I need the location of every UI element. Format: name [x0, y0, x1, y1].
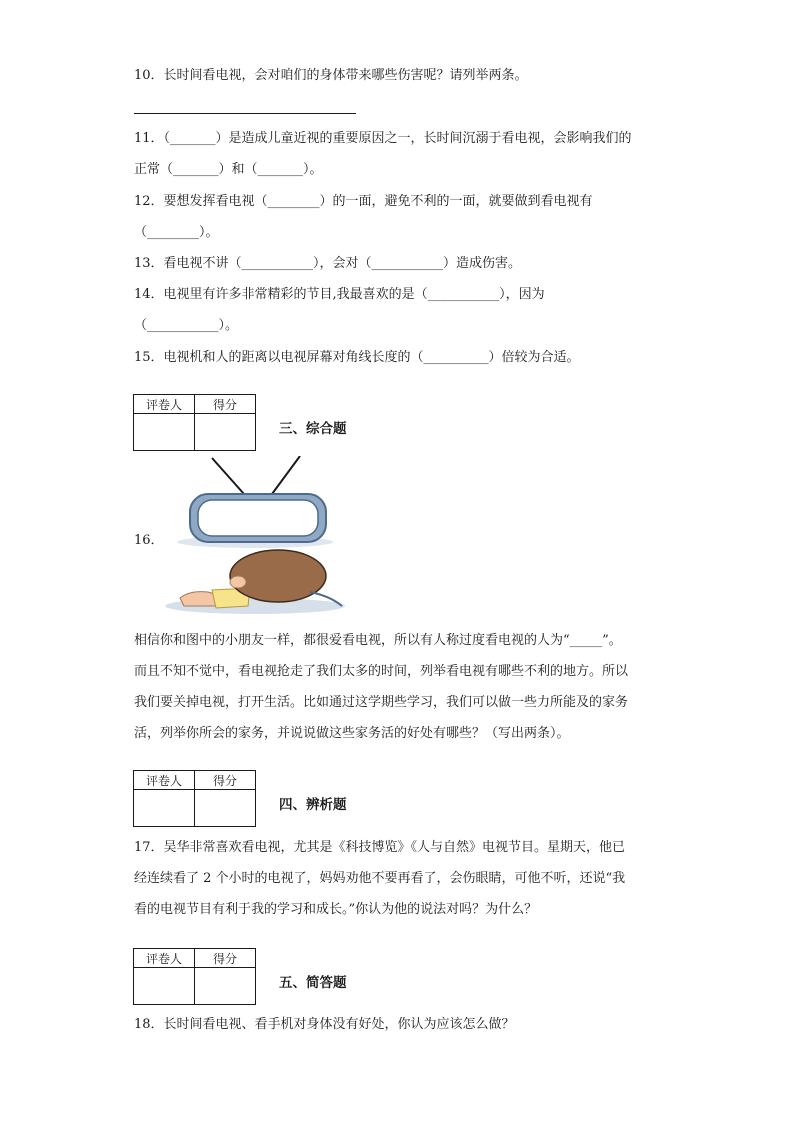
reviewer-label: 评卷人	[134, 395, 195, 414]
score-table-section-3	[133, 394, 256, 451]
section-title-3: 三、综合题	[279, 421, 347, 437]
score-label: 得分	[195, 395, 256, 414]
question-11-line1: 11．（_______）是造成儿童近视的重要原因之一，长时间沉溺于看电视，会影响我们的	[134, 131, 632, 146]
question-16-line2: 而且不知不觉中，看电视抢走了我们太多的时间，列举看电视有哪些不利的地方。所以	[134, 664, 629, 679]
score-table-section-4	[133, 770, 256, 827]
reviewer-cell[interactable]	[134, 968, 195, 1005]
question-16-line4: 活，列举你所会的家务，并说说做这些家务活的好处有哪些？（写出两条）。	[134, 726, 570, 741]
reviewer-cell[interactable]	[134, 414, 195, 451]
question-18: 18．长时间看电视、看手机对身体没有好处，你认为应该怎么做？	[134, 1017, 515, 1032]
question-17-line1: 17．吴华非常喜欢看电视，尤其是《科技博览》《人与自然》电视节目。星期天，他已	[134, 840, 626, 855]
score-label: 得分	[195, 771, 256, 790]
question-11-line2: 正常（_______）和（_______）。	[134, 162, 323, 177]
section-title-4: 四、辨析题	[279, 797, 347, 813]
reviewer-label: 评卷人	[134, 949, 195, 968]
score-label: 得分	[195, 949, 256, 968]
question-14-line2: （___________）。	[134, 318, 239, 333]
question-13: 13．看电视不讲（___________），会对（___________）造成伤害。	[134, 256, 522, 271]
question-12-line1: 12．要想发挥看电视（________）的一面，避免不利的一面，就要做到看电视有	[134, 194, 593, 209]
reviewer-label: 评卷人	[134, 771, 195, 790]
question-10: 10．长时间看电视，会对咱们的身体带来哪些伤害呢？请列举两条。	[134, 68, 528, 83]
question-12-line2: （________）。	[134, 225, 219, 240]
score-cell[interactable]	[195, 414, 256, 451]
question-16-line1: 相信你和图中的小朋友一样，都很爱看电视，所以有人称过度看电视的人为“_____”。	[134, 633, 622, 648]
question-17-line3: 看的电视节目有利于我的学习和成长。”你认为他的说法对吗？为什么？	[134, 902, 538, 917]
question-16-number: 16．	[134, 533, 164, 548]
answer-line[interactable]	[134, 113, 356, 114]
score-cell[interactable]	[195, 790, 256, 827]
question-14-line1: 14．电视里有许多非常精彩的节目,我最喜欢的是（___________），因为	[134, 287, 545, 302]
child-watching-tv-illustration	[160, 456, 360, 618]
reviewer-cell[interactable]	[134, 790, 195, 827]
section-title-5: 五、简答题	[279, 975, 347, 991]
question-17-line2: 经连续看了 2 个小时的电视了，妈妈劝他不要再看了，会伤眼睛，可他不听，还说“我	[134, 871, 626, 886]
question-15: 15．电视机和人的距离以电视屏幕对角线长度的（__________）倍较为合适。	[134, 350, 580, 365]
score-cell[interactable]	[195, 968, 256, 1005]
score-table-section-5	[133, 948, 256, 1005]
question-16-line3: 我们要关掉电视，打开生活。比如通过这学期些学习，我们可以做一些力所能及的家务	[134, 695, 629, 710]
